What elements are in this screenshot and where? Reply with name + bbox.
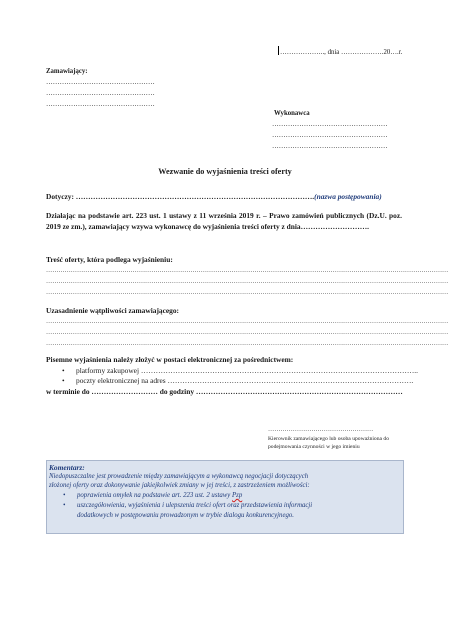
bullet-icon: • (62, 366, 65, 375)
ordering-party-line-3: ………………………………………… (46, 101, 155, 108)
ordering-party-label: Zamawiający: (46, 68, 88, 75)
comment-line-1: Niedopuszczalne jest prowadzenie między zamawiającym a wykonawcą negocjacji dotyczących (49, 473, 309, 480)
comment-heading: Komentarz: (49, 463, 85, 472)
justification-line-2: …………………………………………………………………………………………………………………………………………………………………………… (46, 329, 449, 336)
comment-box: Komentarz: Niedopuszczalne jest prowadzenie między zamawiającym a wykonawcą negocjacji dotyczących złożonej oferty oraz dokonywanie jakiejkolwiek zmiany w jej treści, z zastrzeżeniem możliwości: • poprawienia omyłek na podstawie art. 223 ust. 2 ustawy Pzp • uszczegółowienia, wyjaśnienia i ulepszenia treści ofert oraz przedstawienia informacji dodatkowych w postępowaniu prowadzonym w trybie dialogu konkurencyjnego. (46, 460, 404, 534)
justification-heading: Uzasadnienie wątpliwości zamawiającego: (46, 306, 180, 315)
offer-content-line-3: …………………………………………………………………………………………………………………………………………………………………………… (46, 289, 449, 296)
justification-line-3: …………………………………………………………………………………………………………………………………………………………………………… (46, 340, 449, 347)
submission-deadline: w terminie do ……………………… do godziny ………………………………………………………………………… (46, 387, 403, 396)
submission-heading: Pisemne wyjaśnienia należy złożyć w postaci elektronicznej za pośrednictwem: (46, 355, 294, 364)
justification-line-1: …………………………………………………………………………………………………………………………………………………………………………… (46, 318, 449, 325)
offer-content-line-2: …………………………………………………………………………………………………………………………………………………………………………… (46, 278, 449, 285)
subject-label: Dotyczy: (46, 192, 74, 201)
procedure-name: (nazwa postępowania) (314, 192, 382, 201)
contractor-line-3: …………………………………………… (272, 143, 388, 150)
comment-bullet-2-continued: dodatkowych w postępowaniu prowadzonym w trybie dialogu konkurencyjnego. (77, 512, 294, 519)
bullet-icon: • (63, 492, 66, 499)
signature-line: …………………………………………… (268, 426, 374, 433)
subject-line (46, 192, 382, 201)
text-cursor (278, 46, 279, 55)
spelling-error-mark: Pzp (232, 492, 243, 499)
ordering-party-line-2: ………………………………………… (46, 90, 155, 97)
bullet-icon: • (62, 376, 65, 385)
signature-caption-1: Kierownik zamawiającego lub osoba upoważniona do (268, 436, 390, 442)
legal-paragraph: Działając na podstawie art. 223 ust. 1 ustawy z 11 września 2019 r. – Prawo zamówień publicznych (Dz.U. poz. 2019 ze zm.), zamawiający wzywa wykonawcę do wyjaśnienia treści oferty z dnia………………………. (46, 211, 402, 231)
contractor-label: Wykonawca (274, 110, 310, 117)
subject-dots: ……………………………………………………………………………………. (75, 192, 315, 201)
signature-caption-2: podejmowania czynności w jego imieniu (268, 444, 360, 450)
offer-content-line-1: …………………………………………………………………………………………………………………………………………………………………………… (46, 267, 449, 274)
comment-line-2: złożonej oferty oraz dokonywanie jakiejkolwiek zmiany w jej treści, z zastrzeżeniem możliwości: (49, 482, 310, 489)
document-title: Wezwanie do wyjaśnienia treści oferty (158, 167, 292, 176)
contractor-line-1: …………………………………………… (272, 121, 388, 128)
offer-content-heading: Treść oferty, która podlega wyjaśnieniu: (46, 255, 173, 264)
ordering-party-line-1: ………………………………………… (46, 79, 155, 86)
bullet-icon: • (63, 502, 66, 509)
date-line: ……………….., dnia ……………….20….r. (278, 46, 402, 56)
contractor-line-2: …………………………………………… (272, 132, 388, 139)
